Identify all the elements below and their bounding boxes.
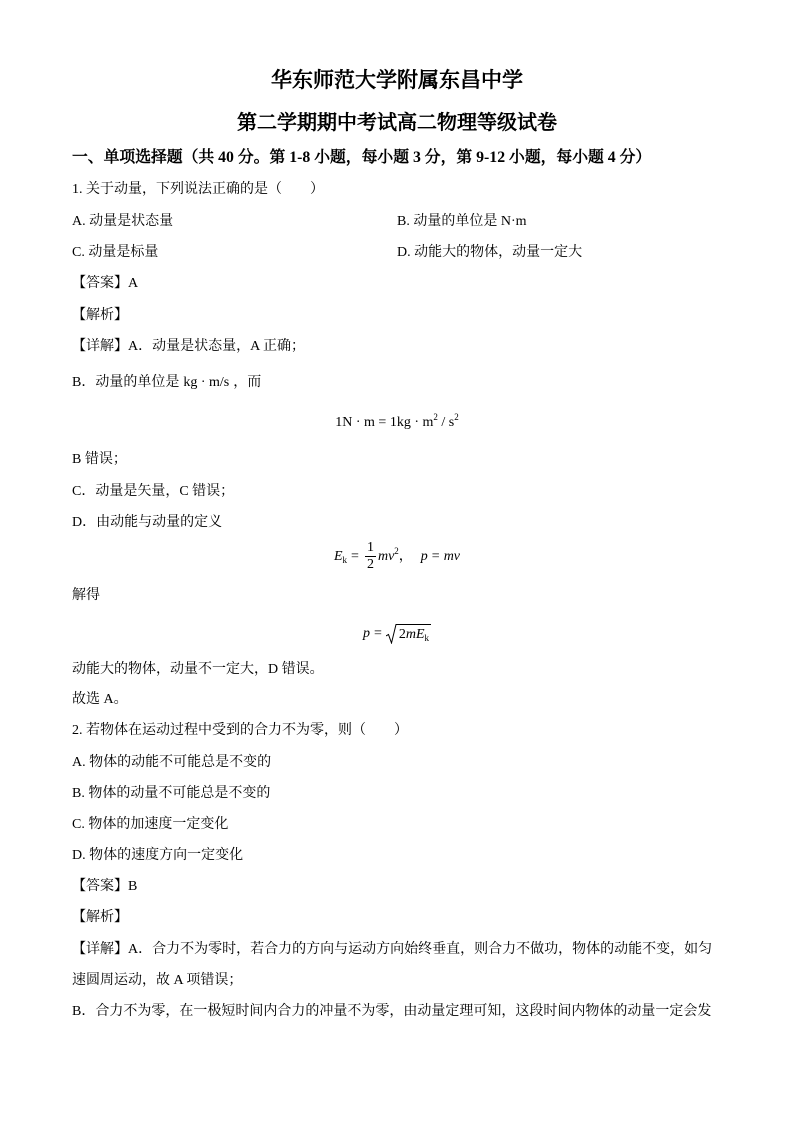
question-2-option-b: B. 物体的动量不可能总是不变的 bbox=[72, 786, 271, 801]
equals-sign: = bbox=[431, 549, 440, 564]
radicand-variables: mE bbox=[405, 626, 425, 642]
question-2-option-c: C. 物体的加速度一定变化 bbox=[72, 817, 229, 832]
question-2-detail-line-1 bbox=[72, 940, 712, 960]
formula-unit-equivalence bbox=[0, 412, 794, 434]
formula-separator: ， bbox=[398, 549, 413, 564]
question-1-detail-a bbox=[72, 337, 305, 357]
question-1-option-a: A. 动量是状态量 bbox=[72, 214, 174, 229]
answer-label: 【答案】 bbox=[72, 879, 128, 894]
fraction-numerator: 1 bbox=[366, 540, 374, 556]
formula-exponent: 2 bbox=[454, 412, 459, 422]
detail-label: 【详解】 bbox=[72, 339, 128, 354]
question-2-stem: 2. 若物体在运动过程中受到的合力不为零，则（ ） bbox=[72, 723, 408, 738]
question-1-option-c: C. 动量是标量 bbox=[72, 245, 159, 260]
question-1-conclusion: 故选 A。 bbox=[72, 692, 128, 707]
answer-value: B bbox=[128, 879, 138, 894]
square-root bbox=[386, 624, 431, 644]
equals-sign: = bbox=[373, 626, 382, 641]
formula-exponent: 2 bbox=[394, 546, 399, 556]
symbol-p: p bbox=[420, 549, 428, 564]
exam-title: 第二学期期中考试高二物理等级试卷 bbox=[237, 112, 557, 134]
question-2-option-d: D. 物体的速度方向一定变化 bbox=[72, 848, 244, 863]
question-1-answer bbox=[72, 274, 138, 294]
formula-base: 1N · m = 1kg · m bbox=[335, 415, 434, 430]
symbol-mv: mv bbox=[443, 549, 461, 564]
answer-label: 【答案】 bbox=[72, 276, 128, 291]
symbol-e: E bbox=[333, 549, 343, 564]
question-2-detail-line-3: B．合力不为零，在一极短时间内合力的冲量不为零，由动量定理可知，这段时间内物体的动量一定会发 bbox=[72, 1004, 712, 1019]
radicand-coefficient: 2 bbox=[398, 626, 406, 642]
formula-exponent: 2 bbox=[433, 412, 438, 422]
question-2-analysis-label: 【解析】 bbox=[72, 910, 128, 925]
question-2-answer bbox=[72, 877, 137, 897]
school-title: 华东师范大学附属东昌中学 bbox=[271, 68, 523, 92]
question-1-detail-b bbox=[72, 373, 261, 393]
question-1-detail-d: D．由动能与动量的定义 bbox=[72, 515, 223, 530]
question-1-option-b: B. 动量的单位是 N·m bbox=[397, 214, 527, 229]
radicand bbox=[398, 624, 431, 644]
question-1-analysis-label: 【解析】 bbox=[72, 308, 128, 323]
question-1-option-d: D. 动能大的物体，动量一定大 bbox=[397, 245, 583, 260]
formula-kinetic-energy bbox=[0, 537, 794, 577]
fraction bbox=[365, 540, 376, 573]
question-2-option-a: A. 物体的动能不可能总是不变的 bbox=[72, 755, 272, 770]
detail-text: B．动量的单位是 bbox=[72, 375, 180, 390]
detail-text: A．合力不为零时，若合力的方向与运动方向始终垂直，则合力不做功，物体的动能不变，如匀 bbox=[128, 942, 713, 957]
question-1-detail-d-result: 动能大的物体，动量不一定大，D 错误。 bbox=[72, 662, 324, 677]
detail-text: A．动量是状态量，A 正确； bbox=[128, 339, 305, 354]
question-1-detail-b-result: B 错误； bbox=[72, 452, 127, 467]
equals-sign: = bbox=[351, 549, 359, 564]
question-1-detail-c: C．动量是矢量，C 错误； bbox=[72, 484, 235, 499]
subscript-k: k bbox=[342, 555, 348, 565]
question-1-solve-label: 解得 bbox=[72, 588, 100, 603]
question-2-detail-line-2: 速圆周运动，故 A 项错误； bbox=[72, 973, 243, 988]
detail-label: 【详解】 bbox=[72, 942, 128, 957]
symbol-p: p bbox=[362, 626, 370, 641]
symbol-mv: mv bbox=[377, 549, 395, 564]
fraction-denominator: 2 bbox=[366, 557, 374, 573]
subscript-k: k bbox=[424, 632, 430, 643]
detail-text: ，而 bbox=[233, 375, 262, 390]
formula-momentum bbox=[0, 622, 794, 646]
radical-sign bbox=[386, 624, 398, 644]
section-heading: 一、单项选择题（共 40 分。第 1-8 小题，每小题 3 分，第 9-12 小题，每小题 4 分） bbox=[72, 149, 652, 166]
formula-divisor: / s bbox=[437, 415, 455, 430]
momentum-unit: kg · m/s bbox=[183, 375, 230, 390]
answer-value: A bbox=[128, 276, 139, 291]
question-1-stem: 1. 关于动量，下列说法正确的是（ ） bbox=[72, 182, 324, 197]
